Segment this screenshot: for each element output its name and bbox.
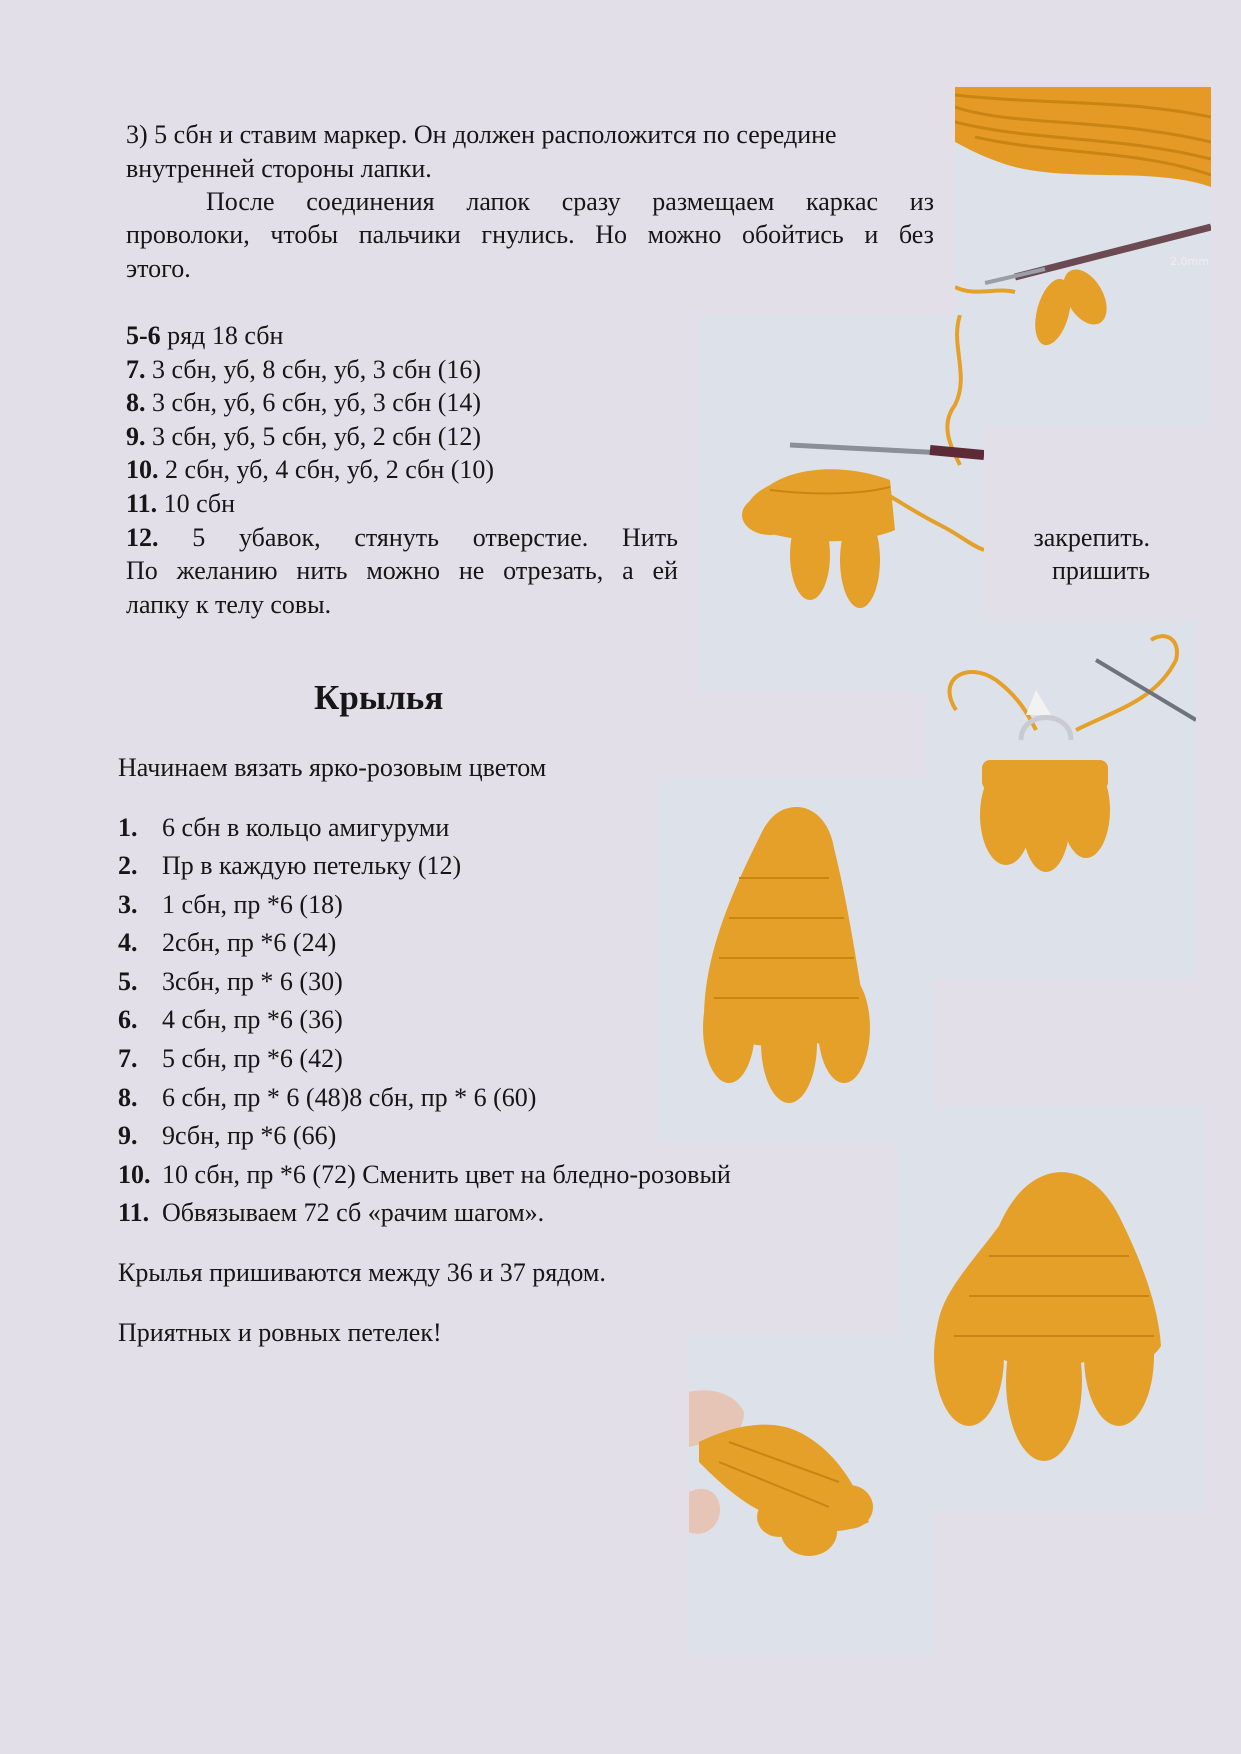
- hook-size-label: 2.0mm: [1170, 255, 1209, 268]
- wing-row: 6. 4 сбн, пр *6 (36): [118, 1005, 343, 1034]
- leg-row: 11. 10 сбн: [126, 489, 236, 518]
- photo-yarn-hook-fingers: [955, 87, 1211, 426]
- row-number: 12.: [126, 523, 159, 552]
- word: чтобы: [270, 220, 339, 249]
- word: сразу: [561, 187, 621, 216]
- word: из: [909, 187, 934, 216]
- word: можно: [366, 556, 440, 585]
- wing-row: 7. 5 сбн, пр *6 (42): [118, 1044, 343, 1073]
- word: отверстие.: [472, 523, 589, 552]
- photo-foot-in-hand: [689, 1332, 934, 1657]
- word: проволоки,: [126, 220, 250, 249]
- word: без: [898, 220, 934, 249]
- word: а: [622, 556, 634, 585]
- closing-text: Приятных и ровных петелек!: [118, 1318, 442, 1347]
- wing-row: 11. Обвязываем 72 сб «рачим шагом».: [118, 1198, 545, 1227]
- leg-row: 10. 2 сбн, уб, 4 сбн, уб, 2 сбн (10): [126, 455, 495, 484]
- wing-row: 9. 9сбн, пр *6 (66): [118, 1121, 337, 1150]
- word: ей: [652, 556, 678, 585]
- word: После: [206, 187, 275, 216]
- intro-para2-line-1: [206, 185, 934, 219]
- word: соединения: [306, 187, 435, 216]
- word: пальчики: [358, 220, 461, 249]
- photo-fingers-with-marker: [926, 620, 1196, 978]
- word: нить: [296, 556, 348, 585]
- row-12-line-2-right: пришить: [1052, 556, 1150, 585]
- word: и: [864, 220, 879, 249]
- wing-row: 3. 1 сбн, пр *6 (18): [118, 890, 343, 919]
- row-12-line-3: лапку к телу совы.: [126, 590, 332, 619]
- intro-para2-line-2: [126, 218, 934, 252]
- word: убавок,: [238, 523, 321, 552]
- word: Нить: [622, 523, 678, 552]
- word: каркас: [805, 187, 879, 216]
- row-12-line-2: [126, 554, 678, 588]
- leg-row: 8. 3 сбн, уб, 6 сбн, уб, 3 сбн (14): [126, 388, 482, 417]
- wings-intro: Начинаем вязать ярко-розовым цветом: [118, 753, 547, 782]
- wings-note: Крылья пришиваются между 36 и 37 рядом.: [118, 1258, 606, 1287]
- intro-para2-line-3: этого.: [126, 254, 191, 283]
- word: обойтись: [741, 220, 844, 249]
- word: 5: [192, 523, 206, 552]
- wing-row: 8. 6 сбн, пр * 6 (48)8 сбн, пр * 6 (60): [118, 1083, 537, 1112]
- word: можно: [647, 220, 722, 249]
- wing-row: 1. 6 сбн в кольцо амигуруми: [118, 813, 450, 842]
- wing-row: 2. Пр в каждую петельку (12): [118, 851, 462, 880]
- wing-row: 5. 3сбн, пр * 6 (30): [118, 967, 343, 996]
- word: желанию: [176, 556, 278, 585]
- word: не: [458, 556, 485, 585]
- word: По: [126, 556, 158, 585]
- photo-finished-foot: [659, 778, 934, 1143]
- intro-line-2: внутренней стороны лапки.: [126, 154, 432, 183]
- intro-line-1: 3) 5 сбн и ставим маркер. Он должен расположится по середине: [126, 120, 837, 149]
- wing-row: 4. 2сбн, пр *6 (24): [118, 928, 337, 957]
- word: гнулись.: [481, 220, 575, 249]
- leg-row: 5-6 ряд 18 сбн: [126, 321, 284, 350]
- word: размещаем: [652, 187, 775, 216]
- section-heading-wings: Крылья: [314, 678, 444, 717]
- row-12-line-1: [126, 521, 678, 555]
- photo-finished-foot-large: [899, 1106, 1204, 1511]
- word: лапок: [466, 187, 531, 216]
- word: Но: [595, 220, 628, 249]
- word: отрезать,: [503, 556, 604, 585]
- leg-row: 7. 3 сбн, уб, 8 сбн, уб, 3 сбн (16): [126, 355, 482, 384]
- wing-row: 10. 10 сбн, пр *6 (72) Сменить цвет на бледно-розовый: [118, 1160, 731, 1189]
- row-12-line-1-right: закрепить.: [1033, 523, 1150, 552]
- leg-row: 9. 3 сбн, уб, 5 сбн, уб, 2 сбн (12): [126, 422, 482, 451]
- word: стянуть: [354, 523, 440, 552]
